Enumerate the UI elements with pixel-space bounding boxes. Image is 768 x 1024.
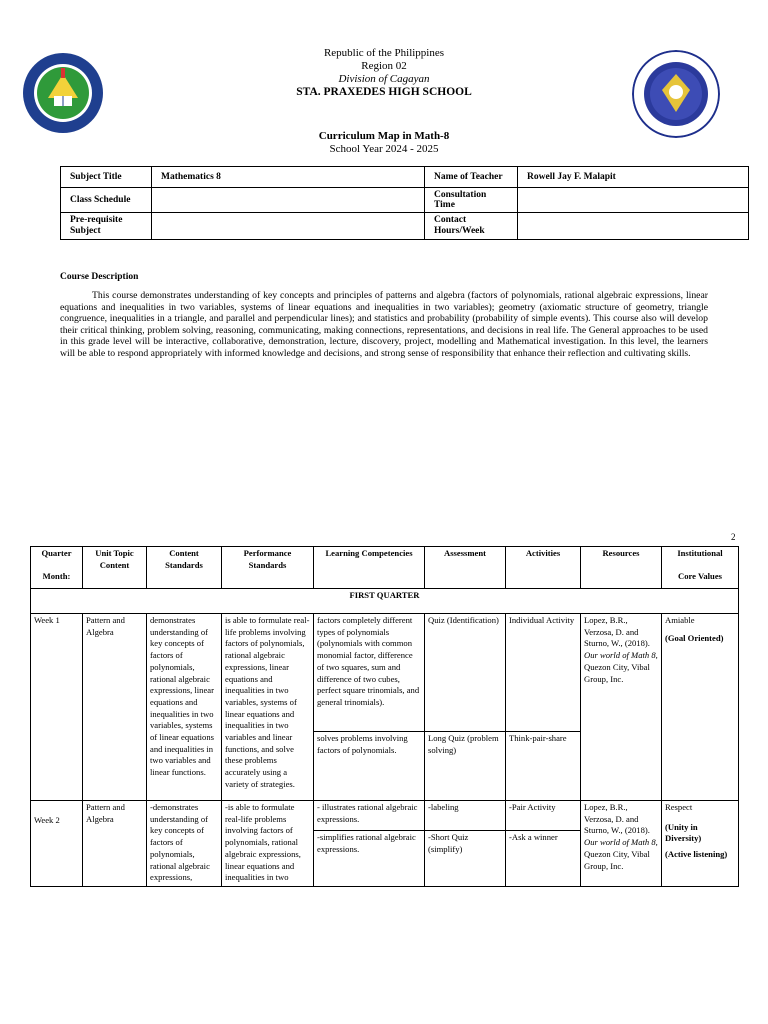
activity-a: Individual Activity <box>509 615 575 625</box>
course-description-title: Course Description <box>60 272 139 282</box>
header-division: Division of Cagayan <box>338 73 430 85</box>
consultation-value <box>518 188 749 213</box>
col-quarter <box>31 547 83 589</box>
table-row <box>31 614 739 801</box>
resource-publisher: , Quezon City, Vibal Group, Inc. <box>584 650 658 684</box>
core-values-cell <box>662 801 739 887</box>
contact-value <box>518 213 749 240</box>
course-description-text: This course demonstrates understanding of key concepts and principles of patterns and algebra (factors of polynomials, rational algebraic expressions, linear equations and inequalities in two variables, systems of linear equations and inequalities in two variables); geometry (axiomatic structure of geometry, triangle congruence, inequalities in a triangle, and parallel and perpendicular lines); and statistics and probability (probability of simple events). This course also will develop their critical thinking, problem solving, reasoning, communicating, making connections, representations, and decisions in real life. The General approaches to be used in this grade level will be interactive, collaborative, demonstration, lecture, discovery, project, modelling and Mathematical investigation. In this level, the learners will be able to respond appropriately with informed knowledge and decisions, and strong sense of responsibility that enhance their reflection and cultivating skills. <box>60 290 708 359</box>
week-cell: Week 1 <box>31 614 83 801</box>
school-name: STA. PRAXEDES HIGH SCHOOL <box>296 86 472 98</box>
table-row <box>31 801 739 887</box>
assessment-b: Long Quiz (problem solving) <box>425 731 505 756</box>
competency-cell <box>314 614 425 801</box>
school-year: School Year 2024 - 2025 <box>329 143 439 155</box>
col-quarter-line2: Month: <box>42 571 71 582</box>
activities-cell <box>506 614 581 801</box>
col-resources: Resources <box>581 547 662 589</box>
prereq-label <box>61 213 152 240</box>
col-quarter-line1: Quarter <box>41 548 72 558</box>
assessment-cell <box>425 801 506 887</box>
core-value-2: (Unity in Diversity) <box>665 821 702 844</box>
col-learning-competencies: Learning Competencies <box>314 547 425 589</box>
document-title: Curriculum Map in Math-8 <box>318 130 450 142</box>
col-performance-standards: Performance Standards <box>222 547 314 589</box>
content-standard-cell: demonstrates understanding of key concepts of factors of polynomials, rational algebraic expressions, linear equations and inequalities in two variables, systems of linear equations and inequalities in two variables and linear functions. <box>147 614 222 801</box>
subject-title-label: Subject Title <box>61 167 152 188</box>
performance-standard-cell: -is able to formulate real-life problems involving factors of polynomials, rational algebraic expressions, linear equations and inequalities in two <box>222 801 314 887</box>
activities-cell <box>506 801 581 887</box>
assessment-a: -labeling <box>428 802 459 812</box>
page-number: 2 <box>731 532 736 542</box>
subject-title-value: Mathematics 8 <box>152 167 425 188</box>
prereq-label-line2: Subject <box>70 226 101 236</box>
activity-b: -Ask a winner <box>506 830 580 844</box>
resource-book-title: Our world of Math 8 <box>584 837 656 848</box>
core-value-1: Amiable <box>665 615 695 625</box>
week-cell: Week 2 <box>31 801 83 887</box>
col-unit: Unit Topic Content <box>83 547 147 589</box>
teacher-label: Name of Teacher <box>425 167 518 188</box>
prereq-label-line1: Pre-requisite <box>70 215 123 225</box>
quarter-heading: FIRST QUARTER <box>31 589 739 614</box>
col-assessment: Assessment <box>425 547 506 589</box>
resource-citation: Lopez, B.R., Verzosa, D. and Sturno, W., (2018). <box>584 802 650 836</box>
schedule-label: Class Schedule <box>61 188 152 213</box>
contact-label-line2: Hours/Week <box>434 226 485 236</box>
col-core-values <box>662 547 739 589</box>
competency-b: solves problems involving factors of polynomials. <box>314 731 424 756</box>
col-core-values-line2: Core Values <box>677 571 722 582</box>
activity-b: Think-pair-share <box>506 731 580 745</box>
unit-cell: Pattern and Algebra <box>83 614 147 801</box>
teacher-value: Rowell Jay F. Malapit <box>518 167 749 188</box>
schedule-value <box>152 188 425 213</box>
unit-cell: Pattern and Algebra <box>83 801 147 887</box>
competency-a: - illustrates rational algebraic expressions. <box>317 802 418 824</box>
competency-cell <box>314 801 425 887</box>
assessment-b: -Short Quiz (simplify) <box>425 830 505 855</box>
content-standard-cell: -demonstrates understanding of key concepts of factors of polynomials, rational algebraic expressions, <box>147 801 222 887</box>
performance-standard-cell: is able to formulate real-life problems involving factors of polynomials, rational algebraic expressions, linear equations and inequalities in two variables, systems of linear equations and inequalities in two variables and linear functions, and solve these problems accurately using a variety of strategies. <box>222 614 314 801</box>
resource-book-title: Our world of Math 8 <box>584 650 656 661</box>
core-value-2: (Goal Oriented) <box>665 632 724 643</box>
core-value-1: Respect <box>665 802 693 812</box>
subject-info-table <box>60 166 749 240</box>
col-activities: Activities <box>506 547 581 589</box>
assessment-a: Quiz (Identification) <box>428 615 499 625</box>
resource-citation: Lopez, B.R., Verzosa, D. and Sturno, W., (2018). <box>584 615 650 649</box>
curriculum-map-table <box>30 546 739 887</box>
competency-b: -simplifies rational algebraic expressions. <box>314 830 424 855</box>
header-republic: Republic of the Philippines <box>323 47 445 59</box>
assessment-cell <box>425 614 506 801</box>
consultation-label: Consultation Time <box>425 188 518 213</box>
competency-a: factors completely different types of polynomials (polynomials with common monomial factor, difference of two squares, sum and difference of two cubes, perfect square trinomials, and general trinomials). <box>317 615 420 707</box>
contact-label <box>425 213 518 240</box>
header-region: Region 02 <box>361 60 407 72</box>
resource-publisher: , Quezon City, Vibal Group, Inc. <box>584 837 658 871</box>
resources-cell <box>581 801 662 887</box>
core-value-3: (Active listening) <box>665 849 728 860</box>
col-content-standards: Content Standards <box>147 547 222 589</box>
core-values-cell <box>662 614 739 801</box>
activity-a: -Pair Activity <box>509 802 556 812</box>
prereq-value <box>152 213 425 240</box>
contact-label-line1: Contact <box>434 215 467 225</box>
col-core-values-line1: Institutional <box>677 548 723 558</box>
resources-cell <box>581 614 662 801</box>
